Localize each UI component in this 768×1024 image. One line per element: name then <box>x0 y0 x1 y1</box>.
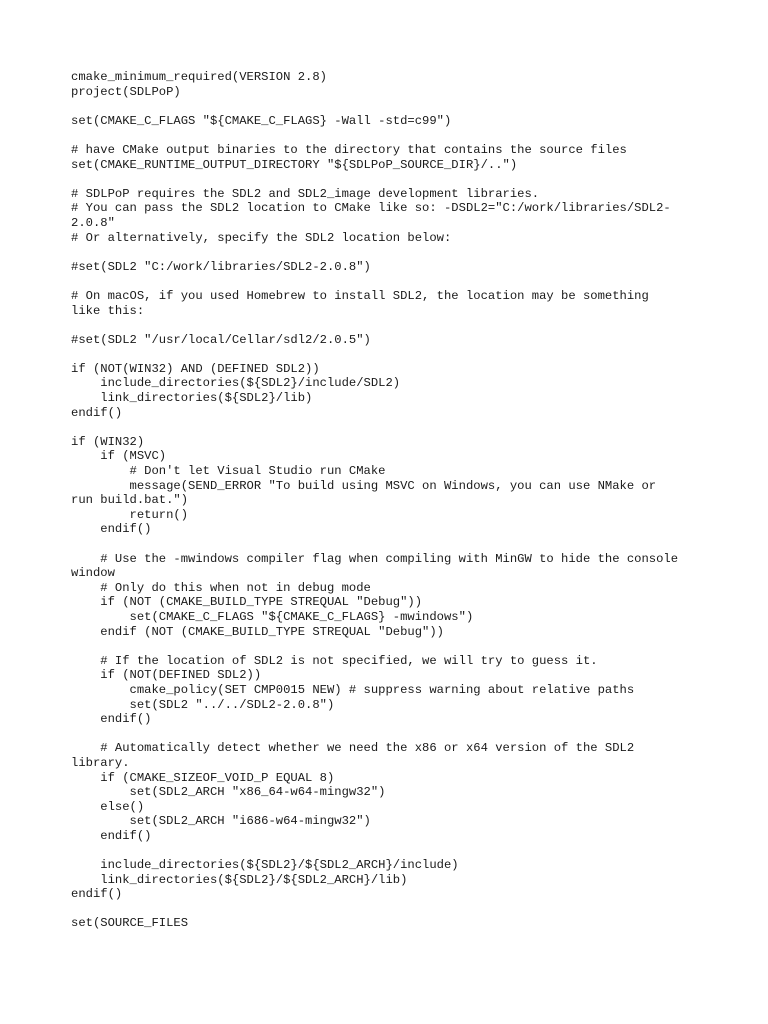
code-line: # Automatically detect whether we need the x86 or x64 version of the SDL2 <box>71 741 635 756</box>
code-line <box>71 245 711 260</box>
code-line <box>71 274 711 289</box>
code-line: set(SDL2_ARCH "x86_64-w64-mingw32") <box>71 785 386 800</box>
code-line: # Don't let Visual Studio run CMake <box>71 464 386 479</box>
code-line: return() <box>71 507 189 522</box>
code-line: # Only do this when not in debug mode <box>71 580 371 595</box>
code-line: # Use the -mwindows compiler flag when compiling with MinGW to hide the console <box>71 551 679 566</box>
code-line: endif() <box>71 828 152 843</box>
code-line: set(SOURCE_FILES <box>71 916 189 931</box>
code-line: cmake_minimum_required(VERSION 2.8) <box>71 70 327 84</box>
code-line: else() <box>71 799 145 814</box>
code-line: if (MSVC) <box>71 449 167 464</box>
code-line: run build.bat.") <box>71 493 189 508</box>
code-line: cmake_policy(SET CMP0015 NEW) # suppress warning about relative paths <box>71 682 635 697</box>
code-line: endif() <box>71 405 123 420</box>
code-line <box>71 902 711 917</box>
code-line: set(SDL2_ARCH "i686-w64-mingw32") <box>71 814 371 829</box>
code-line: # If the location of SDL2 is not specified, we will try to guess it. <box>71 653 598 668</box>
code-line: set(CMAKE_RUNTIME_OUTPUT_DIRECTORY "${SDLPoP_SOURCE_DIR}/..") <box>71 157 518 172</box>
code-line: library. <box>71 755 130 770</box>
code-line: include_directories(${SDL2}/${SDL2_ARCH}/include) <box>71 858 459 873</box>
code-line <box>71 99 711 114</box>
code-line: set(CMAKE_C_FLAGS "${CMAKE_C_FLAGS} -Wall -std=c99") <box>71 113 452 128</box>
code-line: if (CMAKE_SIZEOF_VOID_P EQUAL 8) <box>71 770 335 785</box>
code-line: # SDLPoP requires the SDL2 and SDL2_image development libraries. <box>71 186 540 201</box>
code-line: # On macOS, if you used Homebrew to install SDL2, the location may be something <box>71 288 649 303</box>
code-line <box>71 172 711 187</box>
code-line: endif (NOT (CMAKE_BUILD_TYPE STREQUAL "Debug")) <box>71 624 444 639</box>
cmake-source-document <box>71 70 711 931</box>
code-line <box>71 537 711 552</box>
code-line <box>71 639 711 654</box>
code-line: include_directories(${SDL2}/include/SDL2) <box>71 376 401 391</box>
code-line: # You can pass the SDL2 location to CMake like so: -DSDL2="C:/work/libraries/SDL2- <box>71 201 671 216</box>
code-line: #set(SDL2 "C:/work/libraries/SDL2-2.0.8") <box>71 259 371 274</box>
code-line: if (NOT(WIN32) AND (DEFINED SDL2)) <box>71 361 320 376</box>
code-line: project(SDLPoP) <box>71 84 181 99</box>
code-line: 2.0.8" <box>71 215 115 230</box>
code-line: link_directories(${SDL2}/${SDL2_ARCH}/lib) <box>71 872 408 887</box>
code-line: like this: <box>71 303 145 318</box>
code-line: endif() <box>71 887 123 902</box>
code-line: if (NOT (CMAKE_BUILD_TYPE STREQUAL "Debug")) <box>71 595 423 610</box>
code-line: #set(SDL2 "/usr/local/Cellar/sdl2/2.0.5") <box>71 332 371 347</box>
code-line: # Or alternatively, specify the SDL2 location below: <box>71 230 452 245</box>
code-line <box>71 843 711 858</box>
code-line: set(CMAKE_C_FLAGS "${CMAKE_C_FLAGS} -mwindows") <box>71 609 474 624</box>
code-line <box>71 128 711 143</box>
code-line: endif() <box>71 712 152 727</box>
code-line <box>71 347 711 362</box>
code-line <box>71 420 711 435</box>
code-line: link_directories(${SDL2}/lib) <box>71 391 313 406</box>
code-line: set(SDL2 "../../SDL2-2.0.8") <box>71 697 335 712</box>
code-line: if (NOT(DEFINED SDL2)) <box>71 668 262 683</box>
code-line <box>71 318 711 333</box>
code-line: window <box>71 566 115 581</box>
code-line: if (WIN32) <box>71 434 145 449</box>
code-line: # have CMake output binaries to the directory that contains the source files <box>71 142 627 157</box>
code-line: endif() <box>71 522 152 537</box>
code-line <box>71 727 711 742</box>
code-line: message(SEND_ERROR "To build using MSVC on Windows, you can use NMake or <box>71 478 657 493</box>
